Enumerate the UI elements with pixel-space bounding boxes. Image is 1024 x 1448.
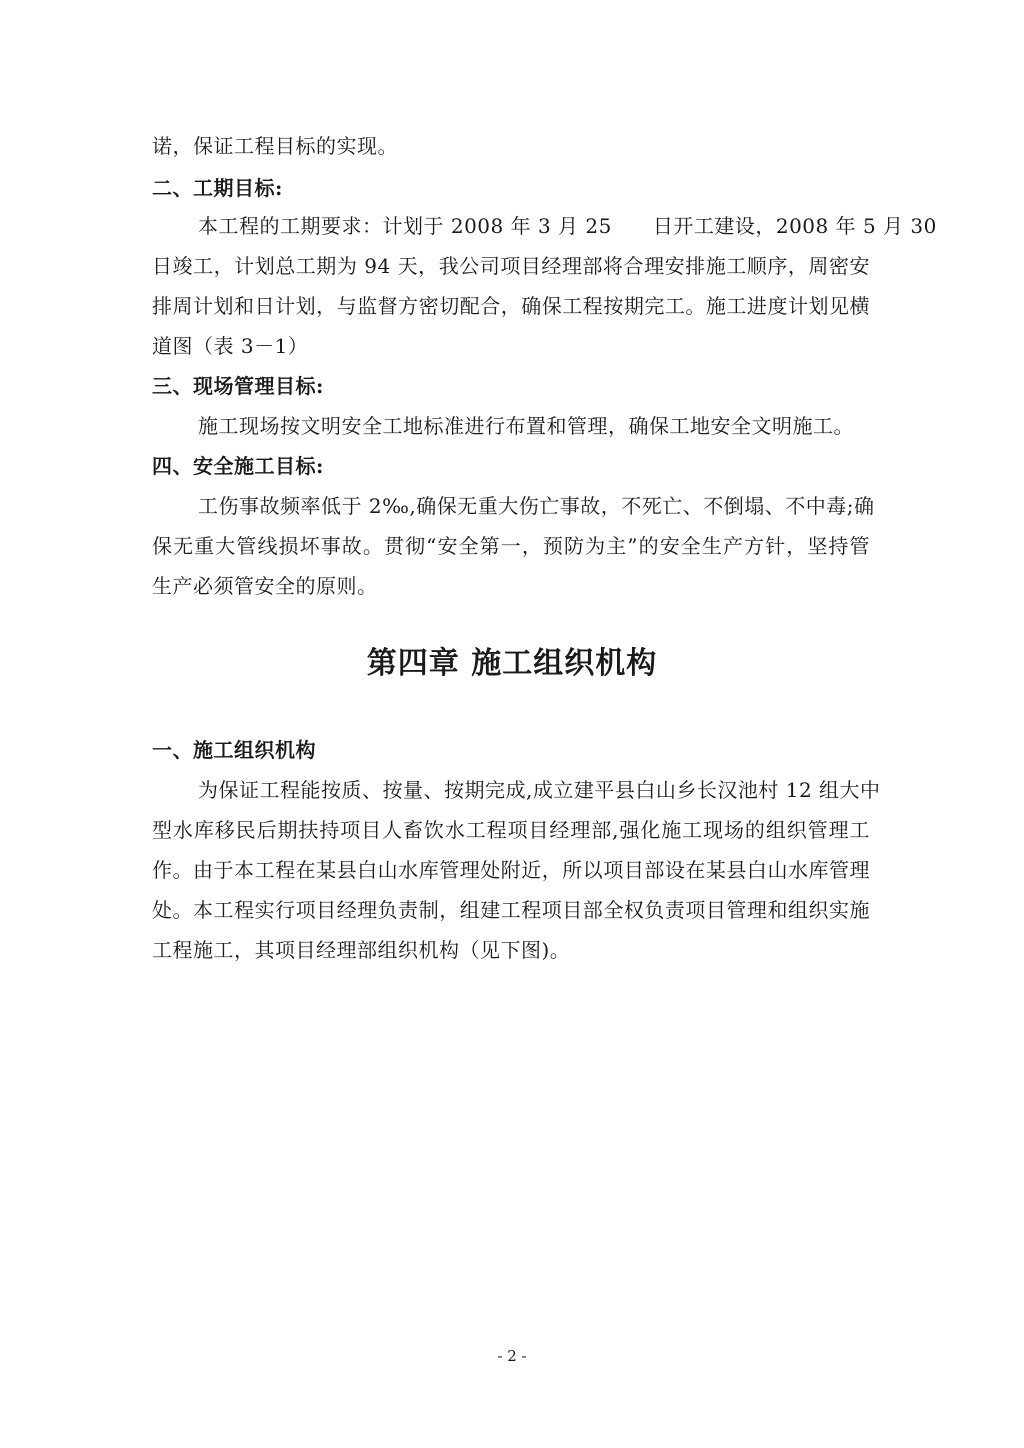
paragraph-line: 生产必须管安全的原则。: [152, 574, 378, 598]
paragraph-line: 道图（表 3－1）: [152, 334, 309, 358]
paragraph-line: 保无重大管线损坏事故。贯彻“安全第一，预防为主”的安全生产方针，坚持管: [152, 534, 870, 558]
chapter-title: 第四章 施工组织机构: [366, 646, 658, 681]
section-heading-site-management: 三、现场管理目标:: [152, 374, 324, 398]
paragraph-line: 施工现场按文明安全工地标准进行布置和管理，确保工地安全文明施工。: [198, 414, 854, 438]
paragraph-line: 处。本工程实行项目经理负责制，组建工程项目部全权负责项目管理和组织实施: [152, 898, 870, 922]
section-heading-organization: 一、施工组织机构: [152, 738, 316, 762]
paragraph-line: 诺，保证工程目标的实现。: [152, 134, 398, 158]
paragraph-line: 本工程的工期要求：计划于 2008 年 3 月 25 日开工建设，2008 年 5 月 30: [198, 214, 937, 238]
paragraph-line: 型水库移民后期扶持项目人畜饮水工程项目经理部,强化施工现场的组织管理工: [152, 818, 870, 842]
paragraph-line: 工伤事故频率低于 2‰,确保无重大伤亡事故，不死亡、不倒塌、不中毒;确: [198, 494, 875, 518]
paragraph-line: 为保证工程能按质、按量、按期完成,成立建平县白山乡长汉池村 12 组大中: [198, 778, 881, 802]
section-heading-schedule: 二、工期目标:: [152, 176, 283, 200]
paragraph-line: 工程施工，其项目经理部组织机构（见下图)。: [152, 938, 571, 962]
paragraph-line: 作。由于本工程在某县白山水库管理处附近，所以项目部设在某县白山水库管理: [152, 858, 870, 882]
page-number: - 2 -: [497, 1347, 527, 1365]
section-heading-safety: 四、安全施工目标:: [152, 454, 324, 478]
paragraph-line: 日竣工，计划总工期为 94 天，我公司项目经理部将合理安排施工顺序，周密安: [152, 254, 870, 278]
paragraph-line: 排周计划和日计划，与监督方密切配合，确保工程按期完工。施工进度计划见横: [152, 294, 870, 318]
